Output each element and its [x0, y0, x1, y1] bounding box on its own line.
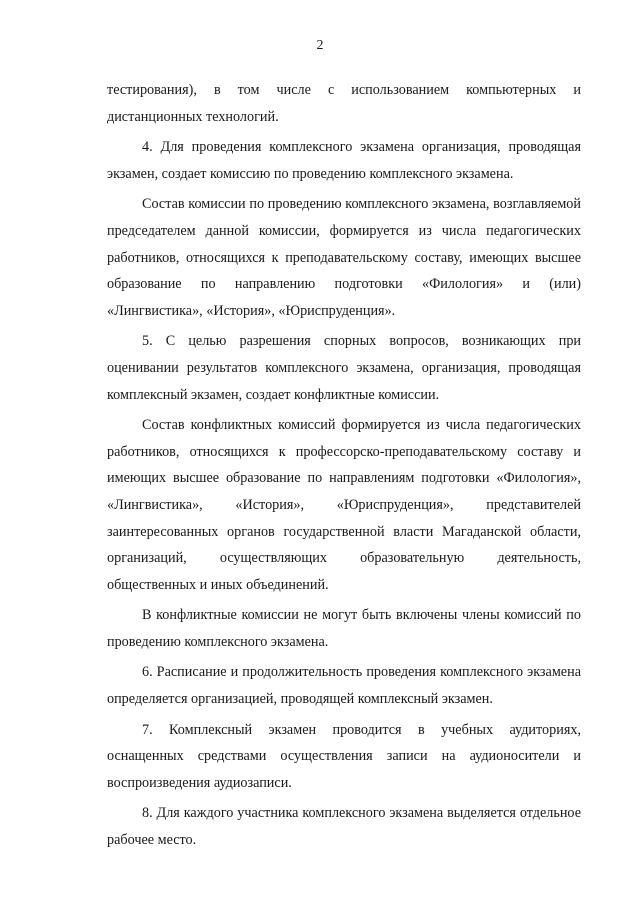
paragraph-item-5: 5. С целью разрешения спорных вопросов, возникающих при оценивании результатов комплексного экзамена, организация, проводящая комплексный экзамен, создает конфликтные комиссии.	[107, 333, 581, 403]
paragraph-item-8: 8. Для каждого участника комплексного экзамена выделяется отдельное рабочее место.	[107, 805, 581, 849]
document-body	[107, 77, 581, 858]
paragraph-conflict-commission-composition: Состав конфликтных комиссий формируется из числа педагогических работников, относящихся к профессорско-преподавательскому составу и имеющих высшее образование по направлениям подготовки «Филология», «Лингвистика», «История», «Юриспруденция», представителей заинтересованных органов государственной власти Магаданской области, организаций, осуществляющих образовательную деятельность, общественных и иных объединений.	[107, 417, 581, 593]
paragraph-item-6: 6. Расписание и продолжительность проведения комплексного экзамена определяется организацией, проводящей комплексный экзамен.	[107, 664, 581, 708]
paragraph-item-4: 4. Для проведения комплексного экзамена организация, проводящая экзамен, создает комиссию по проведению комплексного экзамена.	[107, 139, 581, 182]
paragraph-continuation: тестирования), в том числе с использованием компьютерных и дистанционных технологий.	[107, 82, 581, 125]
paragraph-commission-composition: Состав комиссии по проведению комплексного экзамена, возглавляемой председателем данной комиссии, формируется из числа педагогических работников, относящихся к преподавательскому составу, имеющих высшее образование по направлению подготовки «Филология» и (или) «Лингвистика», «История», «Юриспруденция».	[107, 196, 581, 319]
page-number: 2	[316, 38, 324, 53]
paragraph-conflict-commission-restriction: В конфликтные комиссии не могут быть включены члены комиссий по проведению комплексного экзамена.	[107, 607, 581, 650]
paragraph-item-7: 7. Комплексный экзамен проводится в учебных аудиториях, оснащенных средствами осуществления записи на аудионосители и воспроизведения аудиозаписи.	[107, 721, 581, 791]
